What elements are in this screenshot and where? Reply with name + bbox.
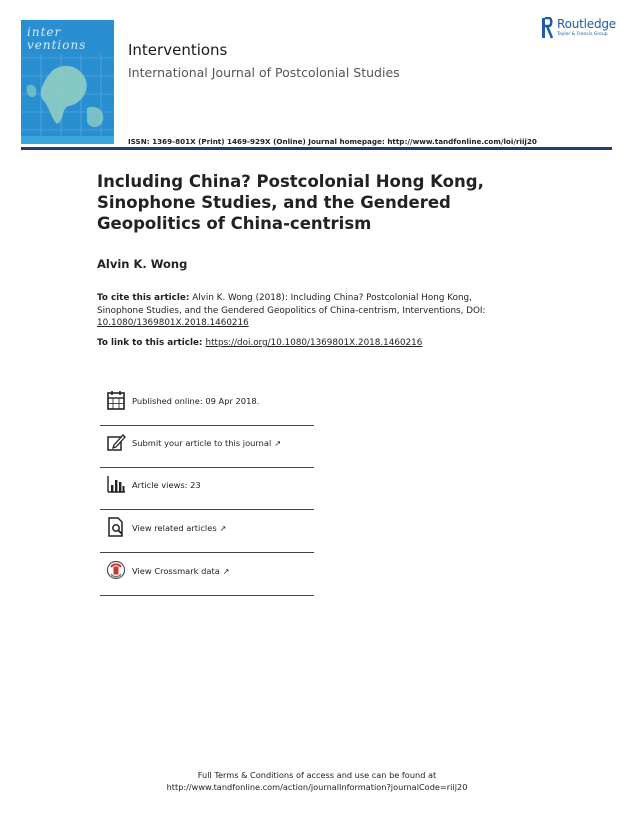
citation-block xyxy=(97,292,517,330)
article-views-row xyxy=(100,467,314,510)
journal-subtitle: International Journal of Postcolonial Studies xyxy=(128,65,400,80)
published-online-text: Published online: 09 Apr 2018. xyxy=(132,396,260,406)
edit-icon xyxy=(106,431,126,453)
footer-terms-link[interactable]: http://www.tandfonline.com/action/journalInformation?journalCode=riij20 xyxy=(166,782,468,792)
issn-line xyxy=(128,137,537,146)
link-block xyxy=(97,337,517,350)
related-articles-label[interactable]: View related articles xyxy=(132,523,217,533)
link-label: To link to this article: xyxy=(97,338,206,348)
routledge-logo xyxy=(541,17,617,41)
cover-title-line-2: ventions xyxy=(27,38,87,52)
doi-link[interactable]: 10.1080/1369801X.2018.1460216 xyxy=(97,318,249,328)
footer-terms-text: Full Terms & Conditions of access and use can be found at xyxy=(197,770,437,780)
crossmark-text xyxy=(132,566,229,576)
article-url-link[interactable]: https://doi.org/10.1080/1369801X.2018.1460216 xyxy=(205,338,423,348)
article-views-text: Article views: 23 xyxy=(132,480,201,490)
journal-cover-image xyxy=(21,20,114,144)
article-title: Including China? Postcolonial Hong Kong, Sinophone Studies, and the Gendered Geopolitics of China-centrism xyxy=(97,172,484,233)
related-search-icon xyxy=(106,516,126,538)
submit-article-text xyxy=(132,438,281,448)
cover-title-line-1: inter xyxy=(27,25,62,39)
related-articles-text xyxy=(132,523,226,533)
crossmark-row[interactable] xyxy=(100,553,314,596)
routledge-mark-icon xyxy=(541,17,553,39)
article-author[interactable]: Alvin K. Wong xyxy=(97,257,188,271)
external-link-icon: ↗ xyxy=(219,524,227,533)
publisher-name: Routledge xyxy=(557,17,616,31)
bar-chart-icon xyxy=(106,473,126,495)
journal-title: Interventions xyxy=(128,41,228,59)
submit-article-row[interactable] xyxy=(100,425,314,468)
crossmark-label[interactable]: View Crossmark data xyxy=(132,566,220,576)
related-articles-row[interactable] xyxy=(100,510,314,553)
submit-article-label[interactable]: Submit your article to this journal xyxy=(132,438,272,448)
external-link-icon: ↗ xyxy=(274,439,282,448)
external-link-icon: ↗ xyxy=(222,567,230,576)
published-online-row xyxy=(100,383,314,426)
header-divider xyxy=(21,147,612,150)
crossmark-icon xyxy=(106,559,126,581)
issn-text: ISSN: 1369-801X (Print) 1469-929X (Online) Journal homepage: xyxy=(128,137,388,146)
citation-label: To cite this article: xyxy=(97,293,190,303)
publisher-group: Taylor & Francis Group xyxy=(557,32,608,37)
journal-homepage-link[interactable]: http://www.tandfonline.com/loi/riij20 xyxy=(387,137,537,146)
calendar-icon xyxy=(106,389,126,411)
footer xyxy=(0,769,634,793)
citation-text: Alvin K. Wong (2018): Including China? Postcolonial Hong Kong, Sinophone Studies, and the Gendered Geopolitics of China-centrism, Interventions, DOI: xyxy=(97,293,486,316)
